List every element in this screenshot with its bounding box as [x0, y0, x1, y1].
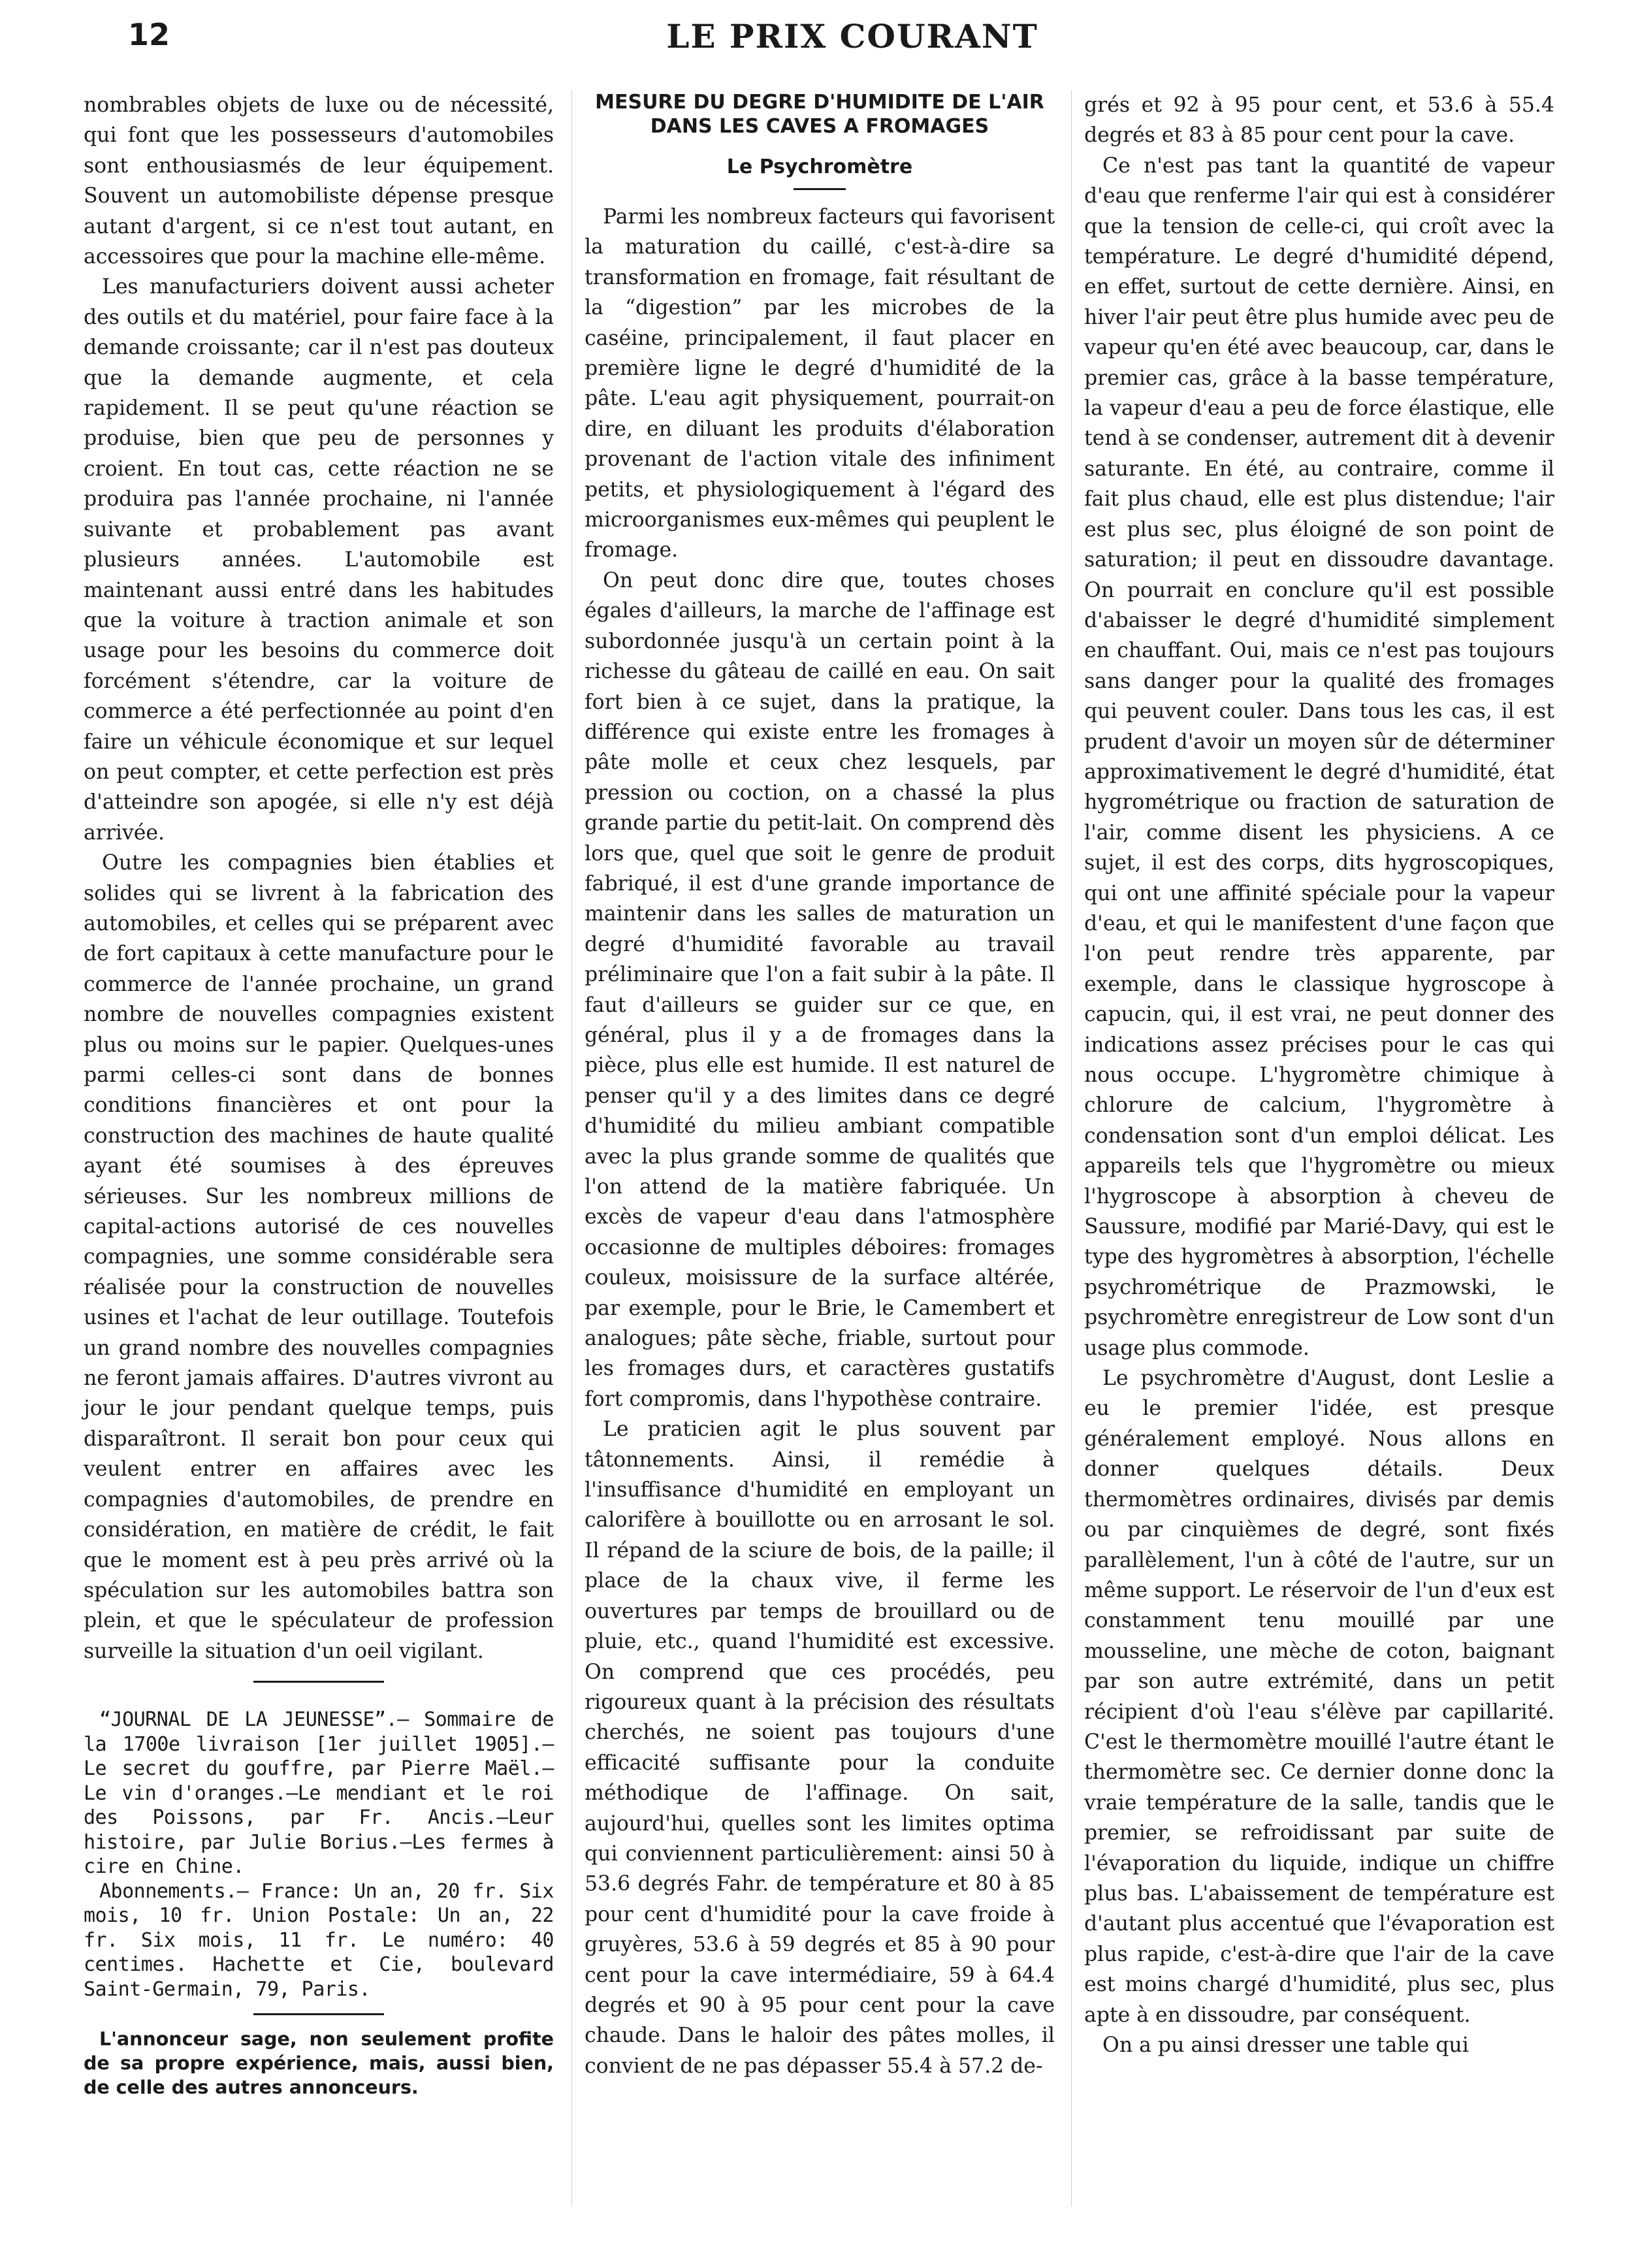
article-paragraph: grés et 92 à 95 pour cent, et 53.6 à 55.4 degrés et 83 à 85 pour cent pour la cave. [1084, 93, 1554, 148]
advertiser-text: L'annonceur sage, non seulement profite de sa propre expérience, mais, aussi bien, de celle des autres annonceurs. [84, 2028, 554, 2099]
masthead-title: LE PRIX COURANT [666, 17, 1038, 56]
article-subtitle: Le Psychromètre [726, 155, 913, 178]
journal-summary: “JOURNAL DE LA JEUNESSE”.— Sommaire de la 1700e livraison [1er juillet 1905].—Le secret du gouffre, par Pierre Maël.—Le vin d'oranges.—Le mendiant et le roi des Poissons, par Fr. Ancis.—Leur histoire, par Julie Borius.—Les fermes à cire en Chine. [84, 1708, 554, 1879]
column-left [84, 90, 554, 2099]
article-paragraph: Outre les compagnies bien établies et solides qui se livrent à la fabrication des automobiles, et celles qui se préparent avec de fort capitaux à cette manufacture pour le commerce de l'année prochaine, un grand nombre de nouvelles compagnies existent plus ou moins sur le papier. Quelques-unes parmi celles-ci sont dans de bonnes conditions financières et ont pour la construction des machines de haute qualité ayant été soumises à des épreuves sérieuses. Sur les nombreux millions de capital-actions autorisé de ces nouvelles compagnies, une somme considérable sera réalisée pour la construction de nouvelles usines et l'achat de leur outillage. Toutefois un grand nombre des nouvelles compagnies ne feront jamais affaires. D'autres vivront au jour le jour pendant quelque temps, puis disparaîtront. Il serait bon pour ceux qui veulent entrer en affaires avec les compagnies d'automobiles, de prendre en considération, en matière de crédit, le fait que le moment est à peu près arrivé où la spéculation sur les automobiles battra son plein, et que le spéculateur de profession surveille la situation d'un oeil vigilant. [84, 851, 554, 1663]
journal-subscriptions: Abonnements.— France: Un an, 20 fr. Six mois, 10 fr. Union Postale: Un an, 22 fr. Six mois, 11 fr. Le numéro: 40 centimes. Hachette et Cie, boulevard Saint-Germain, 79, Paris. [84, 1879, 554, 2001]
article-paragraph: On a pu ainsi dresser une table qui [1102, 2033, 1469, 2057]
section-rule [253, 1681, 384, 1683]
page-header [0, 17, 1638, 63]
article-paragraph: Le praticien agit le plus souvent par tâtonnements. Ainsi, il remédie à l'insuffisance d'humidité en employant un calorifère à bouillotte ou en arrosant le sol. Il répand de la sciure de bois, de la paille; il place de la chaux vive, il ferme les ouvertures par temps de brouillard ou de pluie, etc., quand l'humidité est excessive. On comprend que ces procédés, peu rigoureux quant à la précision des résultats cherchés, ne soient pas toujours d'une efficacité suffisante pour la conduite méthodique de l'affinage. On sait, aujourd'hui, quelles sont les limites optima qui conviennent particulièrement: ainsi 50 à 53.6 degrés Fahr. de température et 80 à 85 pour cent d'humidité pour la cave froide à gruyères, 53.6 à 59 degrés et 85 à 90 pour cent pour la cave intermédiaire, 59 à 64.4 degrés et 90 à 95 pour cent pour la cave chaude. Dans le haloir des pâtes molles, il convient de ne pas dépasser 55.4 à 57.2 de- [585, 1418, 1055, 2078]
column-divider [1071, 90, 1072, 2207]
article-paragraph: Parmi les nombreux facteurs qui favorisent la maturation du caillé, c'est-à-dire sa transformation en fromage, fait résultant de la “digestion” par les microbes de la caséine, principalement, il faut placer en première ligne le degré d'humidité de la pâte. L'eau agit physiquement, pourrait-on dire, en diluant les produits d'élaboration provenant de l'action vitale des infiniment petits, et physiologiquement à l'égard des microorganismes eux-mêmes qui peuplent le fromage. [585, 205, 1055, 562]
article-paragraph: Les manufacturiers doivent aussi acheter des outils et du matériel, pour faire face à la demande croissante; car il n'est pas douteux que la demande augmente, et cela rapidement. Il se peut qu'une réaction se produise, bien que peu de personnes y croient. En tout cas, cette réaction ne se produira pas l'année prochaine, ni l'année suivante et probablement pas avant plusieurs années. L'automobile est maintenant aussi entré dans les habitudes que la voiture à traction animale et son usage pour les besoins du commerce doit forcément s'étendre, car la voiture de commerce a été perfectionnée au point d'en faire un véhicule économique et sur lequel on peut compter, et cette perfection est près d'atteindre son apogée, si elle n'y est déjà arrivée. [84, 275, 554, 845]
column-divider [571, 90, 572, 2207]
column-right [1084, 90, 1554, 2060]
page-number: 12 [128, 17, 170, 52]
article-paragraph: Le psychromètre d'August, dont Leslie a eu le premier l'idée, est presque généralement employé. Nous allons en donner quelques détails. Deux thermomètres ordinaires, divisés par demis ou par cinquièmes de degré, sont fixés parallèlement, l'un à côté de l'autre, sur un même support. Le réservoir de l'un d'eux est constamment tenu mouillé par une mousseline, une mèche de coton, baignant par son autre extrémité, dans un petit récipient d'où l'eau s'élève par capillarité. C'est le thermomètre mouillé l'autre étant le thermomètre sec. Ce dernier donne donc la vraie température de la salle, tandis que le premier, se refroidissant par suite de l'évaporation du liquide, indique un chiffre plus bas. L'abaissement de température est d'autant plus accentué que l'évaporation est plus rapide, c'est-à-dire que l'air de la cave est moins chargé d'humidité, plus sec, plus apte à en dissoudre, par conséquent. [1084, 1367, 1554, 2027]
article-paragraph: nombrables objets de luxe ou de nécessité, qui font que les possesseurs d'automobiles sont enthousiasmés de leur équipement. Souvent un automobiliste dépense presque autant d'argent, si ce n'est tout autant, en accessoires que pour la machine elle-même. [84, 93, 554, 269]
advertiser-note [84, 2027, 554, 2099]
article-title: MESURE DU DEGRE D'HUMIDITE DE L'AIR DANS LES CAVES A FROMAGES [595, 91, 1044, 138]
article-paragraph: On peut donc dire que, toutes choses égales d'ailleurs, la marche de l'affinage est subordonnée jusqu'à un certain point à la richesse du gâteau de caillé en eau. On sait fort bien à ce sujet, dans la pratique, la différence qui existe entre les fromages à pâte molle et ceux chez lesquels, par pression ou coction, on a chassé la plus grande partie du petit-lait. On comprend dès lors que, quel que soit le genre de produit fabriqué, il est d'une grande importance de maintenir dans les salles de maturation un degré d'humidité favorable au travail préliminaire que l'on a fait subir à la pâte. Il faut d'ailleurs se guider sur ce que, en général, plus il y a de fromages dans la pièce, plus elle est humide. Il est naturel de penser qu'il y a des limites dans ce degré d'humidité du milieu ambiant compatible avec la plus grande somme de qualités que l'on attend de la matière fabriquée. Un excès de vapeur d'eau dans l'atmosphère occasionne de multiples déboires: fromages couleux, moisissure de la surface altérée, par exemple, pour le Brie, le Camembert et analogues; pâte sèche, friable, surtout pour les fromages durs, et caractères gustatifs fort compromis, dans l'hypothèse contraire. [585, 568, 1055, 1411]
column-middle [585, 90, 1055, 2081]
title-rule [794, 188, 846, 190]
journal-notice [84, 1708, 554, 2001]
section-rule [253, 2013, 384, 2015]
article-paragraph: Ce n'est pas tant la quantité de vapeur d'eau que renferme l'air qui est à considérer que la tension de celle-ci, qui croît avec la température. Le degré d'humidité dépend, en effet, surtout de cette dernière. Ainsi, en hiver l'air peut être plus humide avec peu de vapeur qu'en été avec beaucoup, car, dans le premier cas, grâce à la basse température, la vapeur d'eau a peu de force élastique, elle tend à se condenser, autrement dit à devenir saturante. En été, au contraire, comme il fait plus chaud, elle est plus distendue; l'air est plus sec, plus éloigné de son point de saturation; il peut en dissoudre davantage. On pourrait en conclure qu'il est possible d'abaisser le degré d'humidité simplement en chauffant. Oui, mais ce n'est pas toujours sans danger pour la qualité des fromages qui peuvent couler. Dans tous les cas, il est prudent d'avoir un moyen sûr de déterminer approximativement le degré d'humidité, état hygrométrique ou fraction de saturation de l'air, comme disent les physiciens. A ce sujet, il est des corps, dits hygroscopiques, qui ont une affinité spéciale pour la vapeur d'eau, et qui le manifestent d'une façon que l'on peut rendre très apparente, par exemple, dans le classique hygroscope à capucin, qui, il est vrai, ne peut donner des indications assez précises pour le cas qui nous occupe. L'hygromètre chimique à chlorure de calcium, l'hygromètre à condensation sont d'un emploi délicat. Les appareils tels que l'hygromètre ou mieux l'hygroscope à absorption à cheveu de Saussure, modifié par Marié-Davy, qui est le type des hygromètres à absorption, l'échelle psychrométrique de Prazmowski, le psychromètre enregistreur de Low sont d'un usage plus commode. [1084, 154, 1554, 1360]
